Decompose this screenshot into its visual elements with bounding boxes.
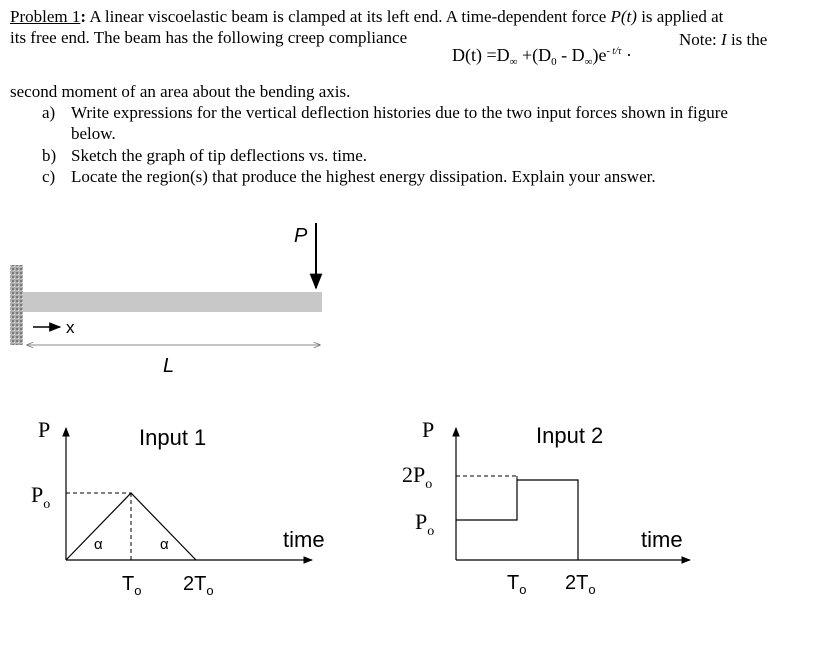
- question-a-cont: below.: [71, 124, 116, 143]
- input2-title: Input 2: [536, 423, 604, 448]
- input1-po-label: [31, 483, 50, 517]
- question-b-text: Sketch the graph of tip deflections vs. time.: [71, 146, 368, 165]
- force-symbol: P(t): [610, 7, 637, 26]
- input2-tick-to-sub: o: [519, 582, 527, 597]
- input1-angle-right: α: [160, 536, 169, 553]
- input1-po-sub: o: [43, 497, 51, 512]
- problem-text-1: A linear viscoelastic beam is clamped at its left end. A time-dependent force: [89, 7, 607, 26]
- formula-dot: ·: [621, 45, 632, 65]
- input1-tick-to-sub: o: [134, 583, 142, 598]
- input1-angle-left: α: [94, 536, 103, 553]
- wall-support: [10, 265, 23, 345]
- input2-po-label: [415, 510, 434, 544]
- input1-tick-2to-main: 2T: [183, 573, 207, 595]
- formula-exponent: - t/τ: [606, 46, 622, 57]
- input2-po-main: P: [415, 509, 428, 534]
- formula-sub-inf: ∞: [509, 56, 518, 68]
- input1-x-axis-label: time: [283, 527, 325, 552]
- x-label: x: [66, 318, 75, 337]
- input2-y-axis-label: P: [422, 417, 435, 442]
- input1-po-main: P: [31, 482, 44, 507]
- beam-body: [23, 292, 322, 312]
- input2-tick-2to-sub: o: [588, 582, 596, 597]
- formula-lhs: D(t) =D: [452, 45, 510, 65]
- input2-series-line: [456, 480, 578, 560]
- input2-2po-main: 2P: [402, 462, 426, 487]
- problem-line-3: second moment of an area about the bending axis.: [10, 82, 351, 101]
- problem-colon: :: [80, 7, 87, 26]
- load-label: P: [294, 225, 308, 247]
- input2-tick-2to: [565, 571, 596, 602]
- input1-tick-to: [122, 572, 141, 603]
- problem-label: Problem 1: [10, 7, 81, 26]
- input1-y-axis-label: P: [38, 417, 51, 442]
- note-end: is the: [730, 30, 768, 49]
- input1-tick-2to-sub: o: [206, 583, 214, 598]
- question-a-letter: a): [42, 103, 56, 122]
- problem-text-1-end: is applied at: [641, 7, 724, 26]
- question-a-text: Write expressions for the vertical deflection histories due to the two input forces shown in figure: [71, 103, 728, 122]
- question-b-letter: b): [42, 146, 57, 165]
- formula-plus: +(D: [517, 45, 552, 65]
- input2-tick-to: [507, 571, 526, 602]
- note-label: Note:: [679, 30, 717, 49]
- input1-tick-to-main: T: [122, 573, 135, 595]
- input2-2po-label: [402, 463, 432, 497]
- input2-po-sub: o: [427, 524, 435, 539]
- note-I: I: [721, 30, 727, 49]
- question-c-letter: c): [42, 167, 56, 186]
- question-c-text: Locate the region(s) that produce the highest energy dissipation. Explain your answer.: [71, 167, 656, 186]
- formula-minus: - D: [556, 45, 585, 65]
- formula-sub-inf-2: ∞: [584, 56, 593, 68]
- formula-sub-0: 0: [551, 56, 557, 68]
- input2-tick-2to-main: 2T: [565, 572, 589, 594]
- input2-tick-to-main: T: [507, 572, 520, 594]
- input2-2po-sub: o: [425, 477, 433, 492]
- input1-tick-2to: [183, 572, 214, 603]
- input2-x-axis-label: time: [641, 527, 683, 552]
- formula-close: )e: [592, 45, 607, 65]
- length-label: L: [163, 355, 175, 377]
- input1-title: Input 1: [139, 425, 207, 450]
- problem-line-2: its free end. The beam has the following creep compliance: [10, 28, 408, 47]
